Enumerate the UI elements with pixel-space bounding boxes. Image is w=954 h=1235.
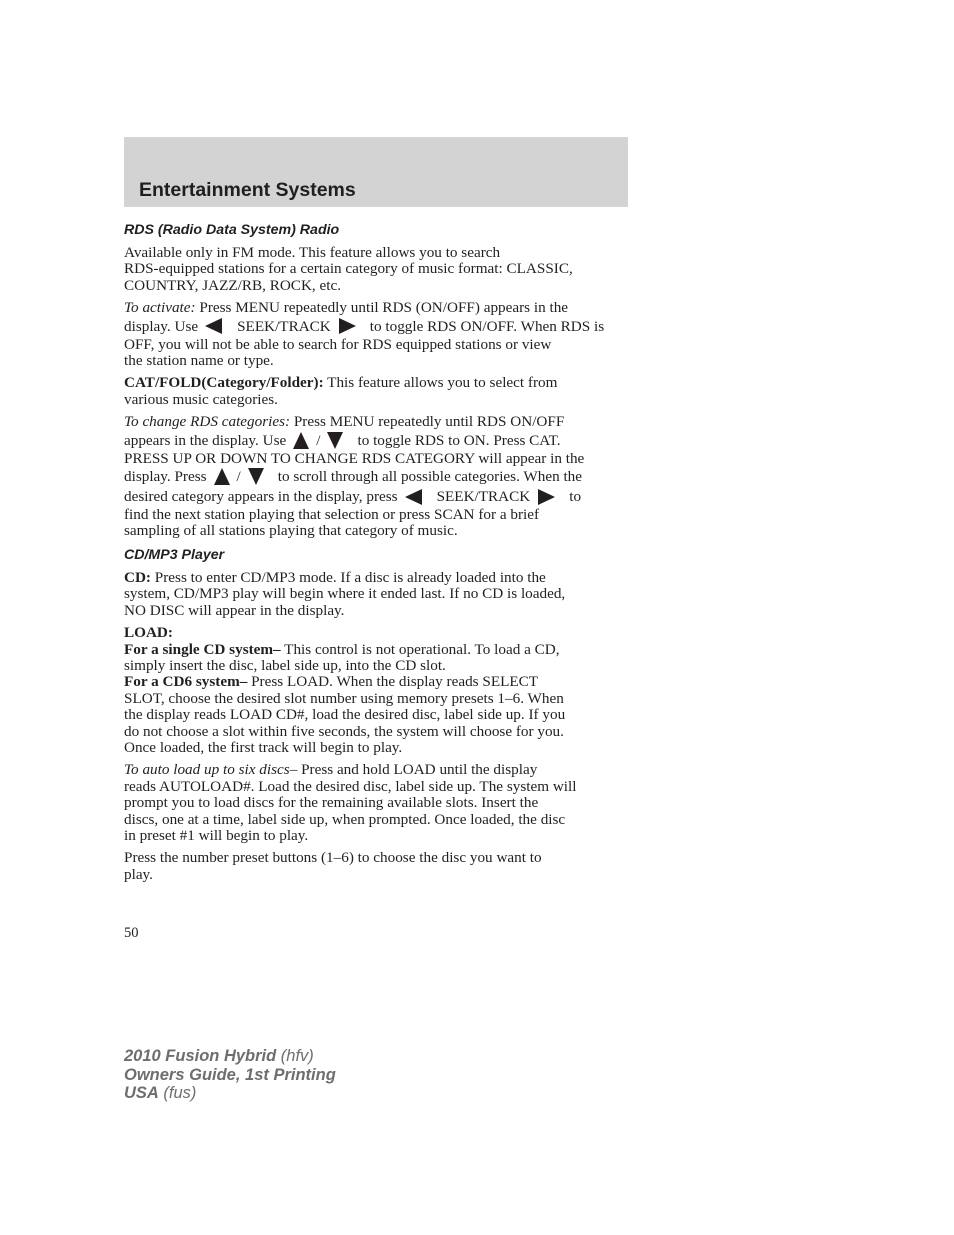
triangle-down-icon <box>248 468 264 485</box>
section-header-band <box>124 137 628 207</box>
load-block <box>124 625 630 756</box>
cd-heading: CD/MP3 Player <box>124 546 225 563</box>
rds-heading: RDS (Radio Data System) Radio <box>124 222 340 238</box>
activate-lead: To activate: <box>124 299 196 317</box>
cd-paragraph: CD: Press to enter CD/MP3 mode. If a disc is already loaded into the system, CD/MP3 play will begin where it ended last. If no CD is loaded, NO DISC will appear in the display. <box>124 568 566 619</box>
rds-intro-paragraph: Available only in FM mode. This feature allows you to search RDS-equipped stations for a certain category of music format: CLASSIC, COUNTRY, JAZZ/RB, ROCK, etc. <box>124 244 573 294</box>
section-title: Entertainment Systems <box>139 179 356 201</box>
load-label: LOAD: <box>124 624 173 642</box>
page-number: 50 <box>124 925 139 941</box>
rds-change-paragraph: To change RDS categories: Press MENU repeatedly until RDS ON/OFF appears in the display. Use / to toggle RDS to ON. Press CAT. PRESS UP OR DOWN TO CHANGE RDS CATEGORY will appear in the display. Press / to scroll through all possible categories. When the desired category appears in the display, press SEEK/TRACK to find the next station playing that selection or press SCAN for a brief sampling of all stations playing that category of music. <box>124 413 585 540</box>
autoload-paragraph: To auto load up to six discs– Press and hold LOAD until the display reads AUTOLOAD#. Load the desired disc, label side up. The system will prompt you to load discs for the remaining available slots. Insert the discs, one at a time, label side up, when prompted. Once loaded, the disc in preset #1 will begin to play. <box>124 761 577 844</box>
triangle-left-icon <box>205 318 223 334</box>
triangle-right-icon <box>338 318 356 334</box>
cd-lead: CD: <box>124 568 151 586</box>
cd6-lead: For a CD6 system– <box>124 673 248 691</box>
rds-catfold-paragraph: CAT/FOLD(Category/Folder): This feature allows you to select from various music categories. <box>124 374 558 408</box>
single-cd-paragraph: For a single CD system– This control is not operational. To load a CD, simply insert the disc, label side up, into the CD slot. <box>124 640 560 674</box>
footer-imprint: 2010 Fusion Hybrid (hfv) Owners Guide, 1st Printing USA (fus) <box>124 1047 336 1102</box>
triangle-right-icon <box>537 489 555 505</box>
autoload-lead: To auto load up to six discs <box>124 761 290 779</box>
rds-activate-paragraph: To activate: Press MENU repeatedly until RDS (ON/OFF) appears in the display. Use SEEK/TRACK to toggle RDS ON/OFF. When RDS is OFF, you will not be able to search for RDS equipped stations or view the station name or type. <box>124 299 605 370</box>
catfold-lead: CAT/FOLD(Category/Folder): <box>124 374 324 392</box>
page-content <box>124 221 630 889</box>
change-lead: To change RDS categories: <box>124 413 291 431</box>
cd6-paragraph: For a CD6 system– Press LOAD. When the display reads SELECT SLOT, choose the desired slot number using memory presets 1–6. When the display reads LOAD CD#, load the desired disc, label side up. If you do not choose a slot within five seconds, the system will choose for you. Once loaded, the first track will begin to play. <box>124 673 566 756</box>
triangle-down-icon <box>327 432 343 449</box>
triangle-up-icon <box>214 468 230 485</box>
preset-paragraph: Press the number preset buttons (1–6) to choose the disc you want to play. <box>124 849 542 883</box>
triangle-left-icon <box>405 489 423 505</box>
triangle-up-icon <box>293 432 309 449</box>
single-lead: For a single CD system– <box>124 640 281 658</box>
